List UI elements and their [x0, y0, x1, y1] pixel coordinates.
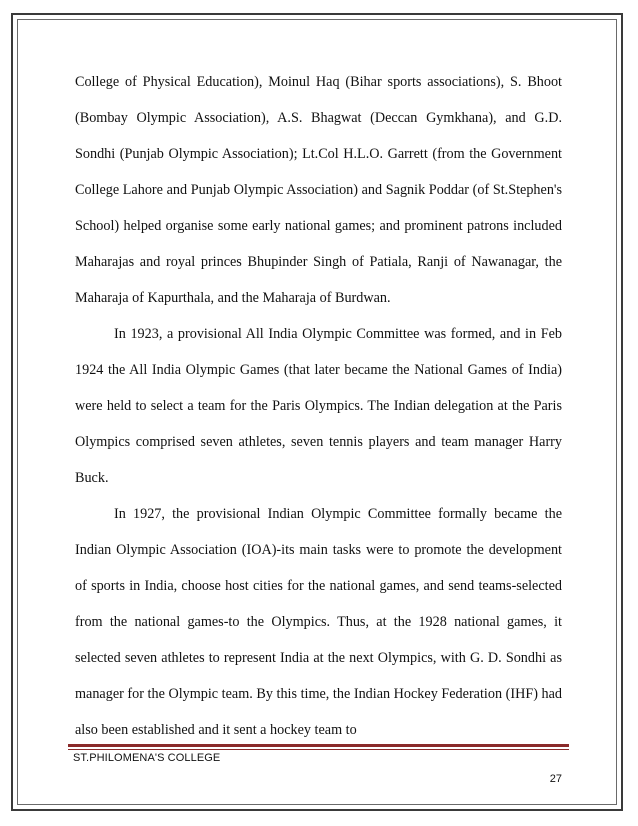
footer-rule [68, 744, 569, 747]
paragraph-1: College of Physical Education), Moinul Haq (Bihar sports associations), S. Bhoot (Bombay Olympic Association), A.S. Bhagwat (Deccan Gymkhana), and G.D. Sondhi (Punjab Olympic Association); Lt.Col H.L.O. Garrett (from the Government College Lahore and Punjab Olympic Association) and Sagnik Poddar (of St.Stephen's School) helped organise some early national games; and prominent patrons included Maharajas and royal princes Bhupinder Singh of Patiala, Ranji of Nawanagar, the Maharaja of Kapurthala, and the Maharaja of Burdwan. [75, 74, 562, 306]
footer-college-name: ST.PHILOMENA'S COLLEGE [73, 752, 221, 764]
body-text [75, 64, 562, 748]
paragraph-2: In 1923, a provisional All India Olympic Committee was formed, and in Feb 1924 the All India Olympic Games (that later became the National Games of India) were held to select a team for the Paris Olympics. The Indian delegation at the Paris Olympics comprised seven athletes, seven tennis players and team manager Harry Buck. [75, 326, 562, 486]
footer-rule-thin [68, 749, 569, 750]
paragraph-3: In 1927, the provisional Indian Olympic Committee formally became the Indian Olympic Association (IOA)-its main tasks were to promote the development of sports in India, choose host cities for the national games, and send teams-selected from the national games-to the Olympics. Thus, at the 1928 national games, it selected seven athletes to represent India at the next Olympics, with G. D. Sondhi as manager for the Olympic team. By this time, the Indian Hockey Federation (IHF) had also been established and it sent a hockey team to [75, 506, 562, 738]
page-number: 27 [549, 773, 562, 785]
